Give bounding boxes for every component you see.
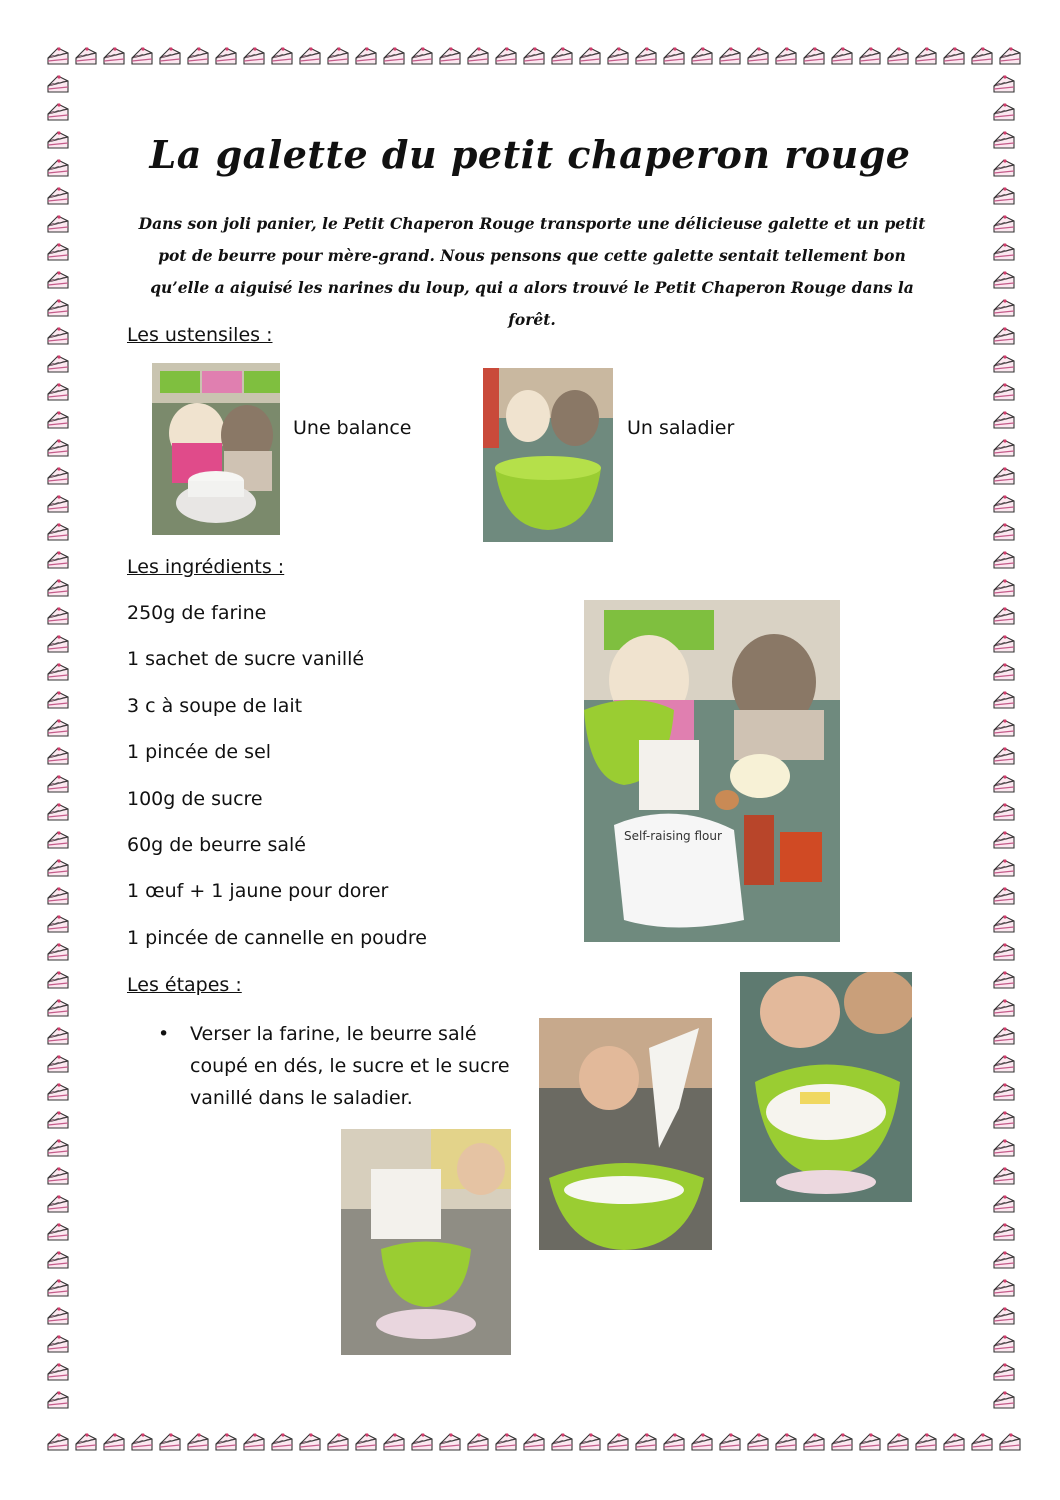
photo-step-butter	[740, 972, 912, 1202]
photo-ingredients	[584, 600, 840, 942]
cake-slice-icon	[298, 1430, 322, 1454]
cake-slice-icon	[46, 716, 70, 740]
cake-slice-icon	[992, 884, 1016, 908]
cake-slice-icon	[746, 44, 770, 68]
cake-slice-icon	[46, 436, 70, 460]
cake-slice-icon	[46, 744, 70, 768]
cake-slice-icon	[298, 44, 322, 68]
cake-slice-icon	[992, 716, 1016, 740]
cake-slice-icon	[46, 296, 70, 320]
cake-slice-icon	[992, 1360, 1016, 1384]
cake-slice-icon	[992, 1220, 1016, 1244]
cake-slice-icon	[46, 1276, 70, 1300]
cake-slice-icon	[46, 856, 70, 880]
cake-slice-icon	[242, 44, 266, 68]
cake-slice-icon	[46, 408, 70, 432]
cake-slice-icon	[46, 464, 70, 488]
cake-slice-icon	[942, 1430, 966, 1454]
cake-slice-icon	[992, 268, 1016, 292]
cake-slice-icon	[102, 44, 126, 68]
cake-slice-icon	[410, 44, 434, 68]
photo-step-kneel	[341, 1129, 511, 1355]
cake-slice-icon	[992, 800, 1016, 824]
cake-slice-icon	[46, 1136, 70, 1160]
cake-slice-icon	[606, 44, 630, 68]
cake-slice-icon	[992, 1024, 1016, 1048]
cake-slice-icon	[46, 884, 70, 908]
cake-slice-icon	[410, 1430, 434, 1454]
cake-slice-icon	[46, 1024, 70, 1048]
cake-slice-icon	[46, 632, 70, 656]
cake-slice-icon	[992, 408, 1016, 432]
list-item	[158, 1018, 538, 1114]
cake-slice-icon	[46, 240, 70, 264]
cake-slice-icon	[242, 1430, 266, 1454]
intro-paragraph: Dans son joli panier, le Petit Chaperon Rouge transporte une délicieuse galette et un petit pot de beurre pour mère-grand. Nous pensons que cette galette sentait tellement bon qu’elle a aiguisé les narines du loup, qui a alors trouvé le Petit Chaperon Rouge dans la forêt.	[138, 214, 926, 329]
cake-slice-icon	[438, 1430, 462, 1454]
photo-balance	[152, 363, 280, 535]
cake-slice-icon	[830, 44, 854, 68]
cake-slice-icon	[46, 1248, 70, 1272]
cake-slice-icon	[326, 1430, 350, 1454]
cake-slice-icon	[130, 1430, 154, 1454]
cake-slice-icon	[354, 1430, 378, 1454]
cake-slice-icon	[992, 604, 1016, 628]
cake-slice-icon	[46, 324, 70, 348]
ingredients-heading: Les ingrédients :	[127, 556, 285, 578]
cake-slice-icon	[992, 1136, 1016, 1160]
cake-slice-icon	[992, 1108, 1016, 1132]
cake-slice-icon	[992, 912, 1016, 936]
cake-slice-icon	[578, 1430, 602, 1454]
cake-slice-icon	[46, 604, 70, 628]
cake-slice-icon	[942, 44, 966, 68]
cake-slice-icon	[46, 912, 70, 936]
cake-slice-icon	[992, 1052, 1016, 1076]
cake-slice-icon	[690, 44, 714, 68]
cake-slice-icon	[46, 828, 70, 852]
decorative-border-right	[990, 70, 1018, 1414]
cake-slice-icon	[998, 1430, 1022, 1454]
cake-slice-icon	[46, 772, 70, 796]
cake-slice-icon	[662, 44, 686, 68]
cake-slice-icon	[914, 44, 938, 68]
cake-slice-icon	[158, 44, 182, 68]
list-item: 1 sachet de sucre vanillé	[127, 648, 365, 671]
cake-slice-icon	[992, 632, 1016, 656]
cake-slice-icon	[992, 548, 1016, 572]
cake-slice-icon	[992, 1080, 1016, 1104]
cake-slice-icon	[186, 44, 210, 68]
cake-slice-icon	[46, 1220, 70, 1244]
cake-slice-icon	[46, 100, 70, 124]
cake-slice-icon	[992, 1192, 1016, 1216]
cake-slice-icon	[970, 44, 994, 68]
decorative-border-left	[44, 70, 72, 1414]
cake-slice-icon	[46, 212, 70, 236]
cake-slice-icon	[46, 688, 70, 712]
cake-slice-icon	[46, 1430, 70, 1454]
cake-slice-icon	[46, 352, 70, 376]
cake-slice-icon	[46, 968, 70, 992]
cake-slice-icon	[74, 1430, 98, 1454]
cake-slice-icon	[46, 660, 70, 684]
cake-slice-icon	[46, 1080, 70, 1104]
cake-slice-icon	[802, 1430, 826, 1454]
cake-slice-icon	[718, 1430, 742, 1454]
cake-slice-icon	[74, 44, 98, 68]
cake-slice-icon	[46, 940, 70, 964]
cake-slice-icon	[746, 1430, 770, 1454]
etapes-heading: Les étapes :	[127, 974, 242, 996]
cake-slice-icon	[46, 576, 70, 600]
ustensile-label-saladier: Un saladier	[627, 417, 735, 439]
cake-slice-icon	[522, 44, 546, 68]
cake-slice-icon	[214, 44, 238, 68]
cake-slice-icon	[992, 744, 1016, 768]
cake-slice-icon	[802, 44, 826, 68]
cake-slice-icon	[992, 492, 1016, 516]
cake-slice-icon	[992, 940, 1016, 964]
cake-slice-icon	[992, 184, 1016, 208]
list-item: 1 pincée de cannelle en poudre	[127, 926, 427, 949]
cake-slice-icon	[914, 1430, 938, 1454]
cake-slice-icon	[992, 100, 1016, 124]
cake-slice-icon	[46, 1332, 70, 1356]
cake-slice-icon	[466, 1430, 490, 1454]
cake-slice-icon	[992, 1276, 1016, 1300]
cake-slice-icon	[46, 1388, 70, 1412]
cake-slice-icon	[46, 184, 70, 208]
cake-slice-icon	[522, 1430, 546, 1454]
cake-slice-icon	[46, 1164, 70, 1188]
cake-slice-icon	[46, 1192, 70, 1216]
cake-slice-icon	[46, 520, 70, 544]
cake-slice-icon	[46, 800, 70, 824]
ustensile-label-balance: Une balance	[293, 417, 412, 439]
cake-slice-icon	[662, 1430, 686, 1454]
ustensiles-heading: Les ustensiles :	[127, 324, 273, 346]
cake-slice-icon	[992, 688, 1016, 712]
cake-slice-icon	[578, 44, 602, 68]
flour-bag-label: Self-raising flour	[624, 829, 722, 843]
cake-slice-icon	[992, 240, 1016, 264]
cake-slice-icon	[992, 464, 1016, 488]
cake-slice-icon	[998, 44, 1022, 68]
cake-slice-icon	[992, 1332, 1016, 1356]
cake-slice-icon	[992, 352, 1016, 376]
cake-slice-icon	[46, 548, 70, 572]
cake-slice-icon	[46, 268, 70, 292]
list-item: 60g de beurre salé	[127, 833, 306, 856]
cake-slice-icon	[130, 44, 154, 68]
cake-slice-icon	[718, 44, 742, 68]
cake-slice-icon	[992, 1164, 1016, 1188]
cake-slice-icon	[494, 44, 518, 68]
cake-slice-icon	[382, 44, 406, 68]
cake-slice-icon	[992, 380, 1016, 404]
cake-slice-icon	[992, 520, 1016, 544]
cake-slice-icon	[992, 1388, 1016, 1412]
cake-slice-icon	[774, 44, 798, 68]
cake-slice-icon	[774, 1430, 798, 1454]
photo-step-pour	[539, 1018, 712, 1250]
cake-slice-icon	[46, 492, 70, 516]
decorative-border-top	[44, 42, 1024, 70]
list-item: 1 œuf + 1 jaune pour dorer	[127, 880, 389, 903]
cake-slice-icon	[494, 1430, 518, 1454]
cake-slice-icon	[438, 44, 462, 68]
list-item: 3 c à soupe de lait	[127, 694, 303, 717]
cake-slice-icon	[46, 44, 70, 68]
cake-slice-icon	[992, 436, 1016, 460]
photo-saladier	[483, 368, 613, 542]
page-title: La galette du petit chaperon rouge	[149, 132, 911, 177]
cake-slice-icon	[970, 1430, 994, 1454]
cake-slice-icon	[466, 44, 490, 68]
cake-slice-icon	[158, 1430, 182, 1454]
cake-slice-icon	[992, 772, 1016, 796]
cake-slice-icon	[992, 828, 1016, 852]
cake-slice-icon	[214, 1430, 238, 1454]
list-item: 250g de farine	[127, 602, 267, 624]
cake-slice-icon	[634, 1430, 658, 1454]
cake-slice-icon	[270, 44, 294, 68]
cake-slice-icon	[886, 44, 910, 68]
cake-slice-icon	[992, 324, 1016, 348]
cake-slice-icon	[46, 380, 70, 404]
cake-slice-icon	[46, 1108, 70, 1132]
cake-slice-icon	[992, 996, 1016, 1020]
cake-slice-icon	[830, 1430, 854, 1454]
cake-slice-icon	[550, 44, 574, 68]
bullet-icon: •	[158, 1023, 170, 1045]
cake-slice-icon	[270, 1430, 294, 1454]
cake-slice-icon	[886, 1430, 910, 1454]
cake-slice-icon	[102, 1430, 126, 1454]
cake-slice-icon	[186, 1430, 210, 1454]
cake-slice-icon	[46, 996, 70, 1020]
cake-slice-icon	[992, 1248, 1016, 1272]
cake-slice-icon	[46, 1360, 70, 1384]
cake-slice-icon	[992, 968, 1016, 992]
cake-slice-icon	[326, 44, 350, 68]
cake-slice-icon	[46, 1304, 70, 1328]
ingredients-list	[127, 601, 427, 972]
cake-slice-icon	[690, 1430, 714, 1454]
cake-slice-icon	[992, 1304, 1016, 1328]
cake-slice-icon	[992, 72, 1016, 96]
cake-slice-icon	[992, 856, 1016, 880]
cake-slice-icon	[382, 1430, 406, 1454]
cake-slice-icon	[46, 1052, 70, 1076]
cake-slice-icon	[858, 1430, 882, 1454]
cake-slice-icon	[992, 576, 1016, 600]
steps-list	[158, 1018, 538, 1114]
cake-slice-icon	[992, 296, 1016, 320]
list-item: 1 pincée de sel	[127, 741, 272, 764]
cake-slice-icon	[634, 44, 658, 68]
cake-slice-icon	[992, 660, 1016, 684]
list-item: 100g de sucre	[127, 787, 263, 810]
cake-slice-icon	[550, 1430, 574, 1454]
cake-slice-icon	[606, 1430, 630, 1454]
cake-slice-icon	[858, 44, 882, 68]
step-text: Verser la farine, le beurre salé coupé en dés, le sucre et le sucre vanillé dans le saladier.	[190, 1023, 510, 1109]
cake-slice-icon	[354, 44, 378, 68]
decorative-border-bottom	[44, 1428, 1024, 1456]
cake-slice-icon	[46, 72, 70, 96]
cake-slice-icon	[992, 212, 1016, 236]
